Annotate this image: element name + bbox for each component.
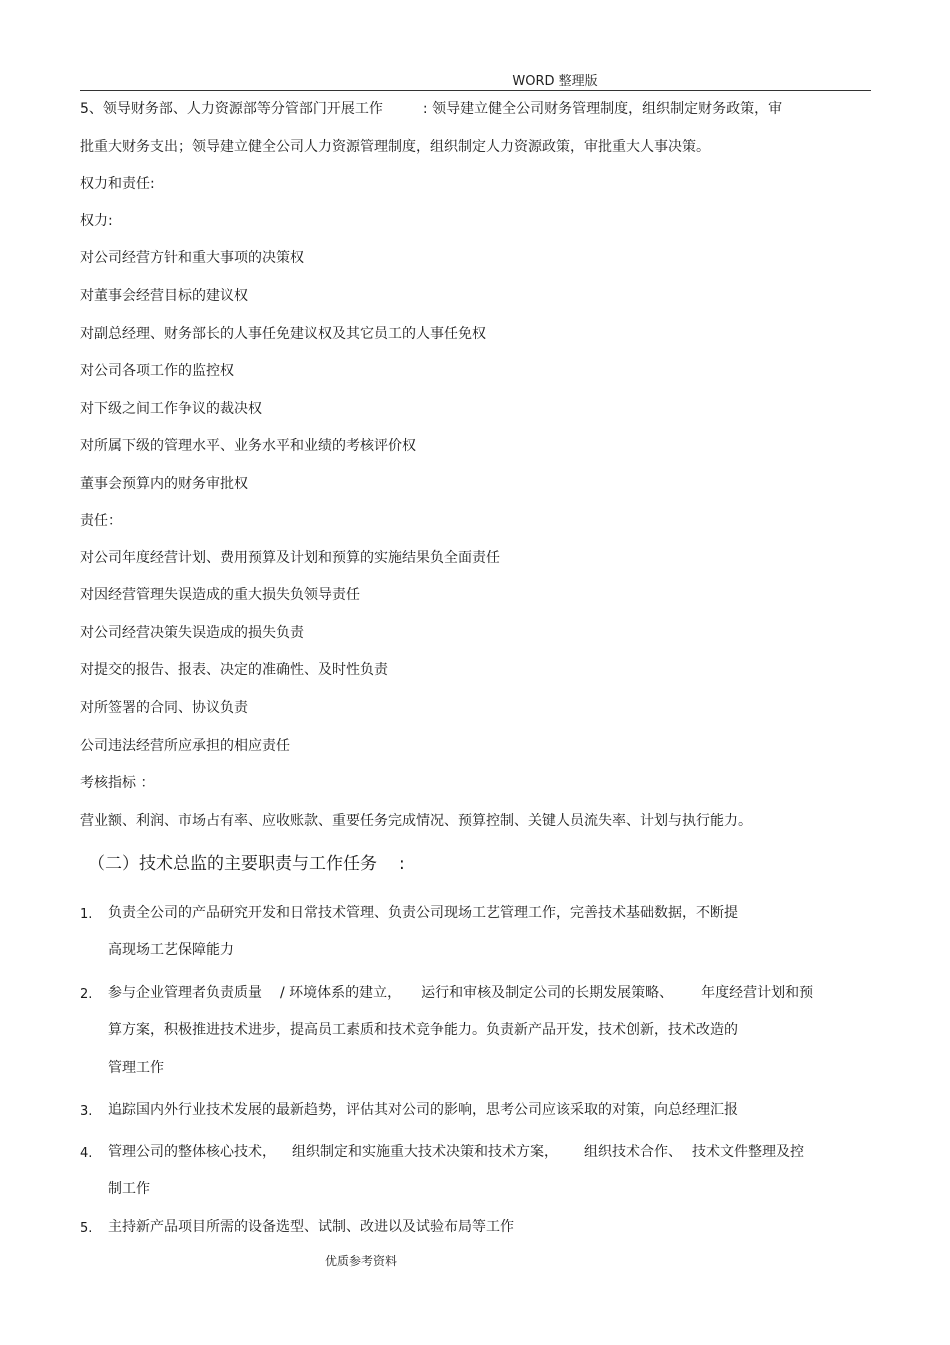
- item-text: 管理工作: [108, 1060, 164, 1076]
- list-item: 对公司经营方针和重大事项的决策权: [80, 250, 304, 266]
- page-header: WORD 整理版: [512, 74, 598, 89]
- item-text: 追踪国内外行业技术发展的最新趋势，评估其对公司的影响，思考公司应该采取的对策，向总经理汇报: [108, 1102, 738, 1118]
- text-segment: 年度经营计划和预: [701, 985, 814, 1001]
- item-number: 2.: [80, 987, 93, 1002]
- text-segment: : 领导建立健全公司财务管理制度，组织制定财务政策，审: [422, 101, 783, 117]
- paragraph-line: [80, 100, 782, 118]
- list-item: 对提交的报告、报表、决定的准确性、及时性负责: [80, 662, 388, 678]
- item-text: 制工作: [108, 1181, 150, 1197]
- list-item: 对下级之间工作争议的裁决权: [80, 401, 262, 417]
- list-item: 对副总经理、财务部长的人事任免建议权及其它员工的人事任免权: [80, 326, 486, 342]
- header-divider: [80, 90, 871, 91]
- item-text: [108, 984, 813, 1002]
- item-number: 3.: [80, 1104, 93, 1119]
- text-segment: / 环境体系的建立，: [280, 985, 402, 1001]
- paragraph-line: 营业额、利润、市场占有率、应收账款、重要任务完成情况、预算控制、关键人员流失率、计划与执行能力。: [80, 813, 752, 829]
- section-heading-suffix: :: [399, 854, 405, 874]
- text-segment: 技术文件整理及控: [692, 1144, 804, 1160]
- item-text: 高现场工艺保障能力: [108, 942, 234, 958]
- list-item: 董事会预算内的财务审批权: [80, 476, 248, 492]
- item-text: 算方案，积极推进技术进步，提高员工素质和技术竞争能力。负责新产品开发，技术创新，技术改造的: [108, 1022, 738, 1038]
- list-item: 对公司经营决策失误造成的损失负责: [80, 625, 304, 641]
- text-segment: 组织技术合作、: [584, 1144, 682, 1160]
- list-item: 对公司年度经营计划、费用预算及计划和预算的实施结果负全面责任: [80, 550, 500, 566]
- list-item: 对公司各项工作的监控权: [80, 363, 234, 379]
- text-segment: 运行和审核及制定公司的长期发展策略、: [421, 985, 674, 1001]
- text-segment: 参与企业管理者负责质量: [108, 985, 262, 1001]
- section-label: 责任：: [80, 513, 122, 529]
- section-label: 权力和责任:: [80, 176, 155, 192]
- item-number: 1.: [80, 907, 93, 922]
- item-text: 主持新产品项目所需的设备选型、试制、改进以及试验布局等工作: [108, 1219, 514, 1235]
- item-text: 负责全公司的产品研究开发和日常技术管理、负责公司现场工艺管理工作，完善技术基础数据，不断提: [108, 905, 738, 921]
- section-heading-text: （二）技术总监的主要职责与工作任务: [88, 854, 377, 874]
- list-item: 对所签署的合同、协议负责: [80, 700, 248, 716]
- text-segment: 管理公司的整体核心技术，: [108, 1144, 276, 1160]
- paragraph-line: 批重大财务支出；领导建立健全公司人力资源管理制度，组织制定人力资源政策，审批重大人事决策。: [80, 139, 710, 155]
- text-segment: 5、领导财务部、人力资源部等分管部门开展工作: [80, 101, 383, 117]
- section-label: 考核指标 ：: [80, 775, 155, 791]
- item-text: [108, 1143, 804, 1161]
- section-heading: [88, 855, 405, 873]
- list-item: 公司违法经营所应承担的相应责任: [80, 738, 290, 754]
- list-item: 对因经营管理失误造成的重大损失负领导责任: [80, 587, 360, 603]
- text-segment: 组织制定和实施重大技术决策和技术方案，: [292, 1144, 558, 1160]
- item-number: 5.: [80, 1221, 93, 1236]
- section-label: 权力:: [80, 213, 113, 229]
- list-item: 对所属下级的管理水平、业务水平和业绩的考核评价权: [80, 438, 416, 454]
- item-number: 4.: [80, 1146, 93, 1161]
- page-footer: 优质参考资料: [325, 1254, 398, 1268]
- list-item: 对董事会经营目标的建议权: [80, 288, 248, 304]
